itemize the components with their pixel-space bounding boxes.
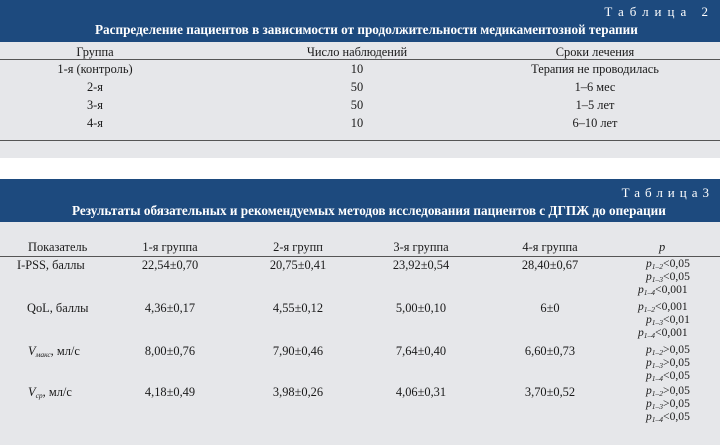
cell-duration: 6–10 лет bbox=[572, 116, 618, 130]
cell-group: 1-я (контроль) bbox=[57, 62, 133, 76]
table-number: Таблица3 bbox=[621, 185, 714, 200]
cell-value: 23,92±0,54 bbox=[392, 258, 450, 272]
col-header-group: Группа bbox=[76, 45, 114, 59]
p-value: $p_{1-2}>0,05$ bbox=[646, 384, 690, 398]
col-header-duration: Сроки лечения bbox=[555, 45, 635, 59]
p-value: $p_{1-4}<0,001$ bbox=[638, 326, 688, 340]
table-title: Распределение пациентов в зависимости от продолжительности медикаментозной терапии bbox=[95, 22, 638, 37]
col-header-group1: 1-я группа bbox=[142, 240, 198, 254]
cell-value: 7,64±0,40 bbox=[395, 344, 447, 358]
p-value: $p_{1-3}<0,05$ bbox=[646, 270, 690, 284]
cell-value: 4,18±0,49 bbox=[144, 385, 196, 399]
row-label: $V_{макс}$, мл/с bbox=[28, 344, 80, 359]
p-value: $p_{1-2}<0,05$ bbox=[646, 257, 690, 271]
p-value: $p_{1-4}<0,05$ bbox=[646, 410, 690, 424]
row-label: I-PSS, баллы bbox=[17, 258, 85, 272]
p-value: $p_{1-3}>0,05$ bbox=[646, 356, 690, 370]
table-2-header-band bbox=[0, 0, 720, 42]
col-header-p: p bbox=[659, 240, 666, 254]
cell-group: 2-я bbox=[86, 80, 104, 94]
col-header-metric: Показатель bbox=[28, 240, 88, 254]
p-value: $p_{1-2}<0,001$ bbox=[638, 300, 688, 314]
col-header-count: Число наблюдений bbox=[306, 45, 408, 59]
cell-duration: 1–5 лет bbox=[575, 98, 615, 112]
cell-count: 50 bbox=[350, 98, 364, 112]
row-label: $V_{ср}$, мл/с bbox=[28, 385, 72, 400]
p-value: $p_{1-4}<0,001$ bbox=[638, 283, 688, 297]
table-2 bbox=[0, 0, 720, 158]
header-divider bbox=[0, 256, 720, 257]
col-header-group4: 4-я группа bbox=[522, 240, 578, 254]
col-header-group3: 3-я группа bbox=[393, 240, 449, 254]
cell-value: 7,90±0,46 bbox=[272, 344, 324, 358]
cell-value: 3,98±0,26 bbox=[272, 385, 324, 399]
cell-value: 5,00±0,10 bbox=[395, 301, 447, 315]
cell-value: 4,06±0,31 bbox=[395, 385, 447, 399]
cell-value: 6,60±0,73 bbox=[524, 344, 576, 358]
header-divider bbox=[0, 59, 720, 60]
table-title: Результаты обязательных и рекомендуемых методов исследования пациентов с ДГПЖ до операции bbox=[72, 203, 666, 218]
cell-value: 20,75±0,41 bbox=[269, 258, 327, 272]
cell-value: 4,55±0,12 bbox=[272, 301, 324, 315]
p-value: $p_{1-2}>0,05$ bbox=[646, 343, 690, 357]
table-3 bbox=[0, 179, 720, 445]
cell-value: 8,00±0,76 bbox=[144, 344, 196, 358]
row-label: QoL, баллы bbox=[27, 301, 89, 315]
cell-value: 3,70±0,52 bbox=[524, 385, 576, 399]
table-number: Таблица 2 bbox=[604, 4, 714, 19]
cell-count: 50 bbox=[350, 80, 364, 94]
cell-value: 28,40±0,67 bbox=[521, 258, 579, 272]
cell-value: 22,54±0,70 bbox=[141, 258, 199, 272]
cell-duration: 1–6 мес bbox=[574, 80, 616, 94]
cell-count: 10 bbox=[350, 116, 364, 130]
cell-value: 6±0 bbox=[540, 301, 560, 315]
cell-group: 4-я bbox=[86, 116, 104, 130]
table-3-header-band bbox=[0, 179, 720, 222]
cell-count: 10 bbox=[350, 62, 364, 76]
p-value: $p_{1-3}<0,01$ bbox=[646, 313, 690, 327]
cell-group: 3-я bbox=[86, 98, 104, 112]
bottom-divider bbox=[0, 140, 720, 141]
col-header-group2: 2-я групп bbox=[273, 240, 323, 254]
p-value: $p_{1-3}>0,05$ bbox=[646, 397, 690, 411]
cell-duration: Терапия не проводилась bbox=[531, 62, 659, 76]
p-value: $p_{1-4}<0,05$ bbox=[646, 369, 690, 383]
cell-value: 4,36±0,17 bbox=[144, 301, 196, 315]
